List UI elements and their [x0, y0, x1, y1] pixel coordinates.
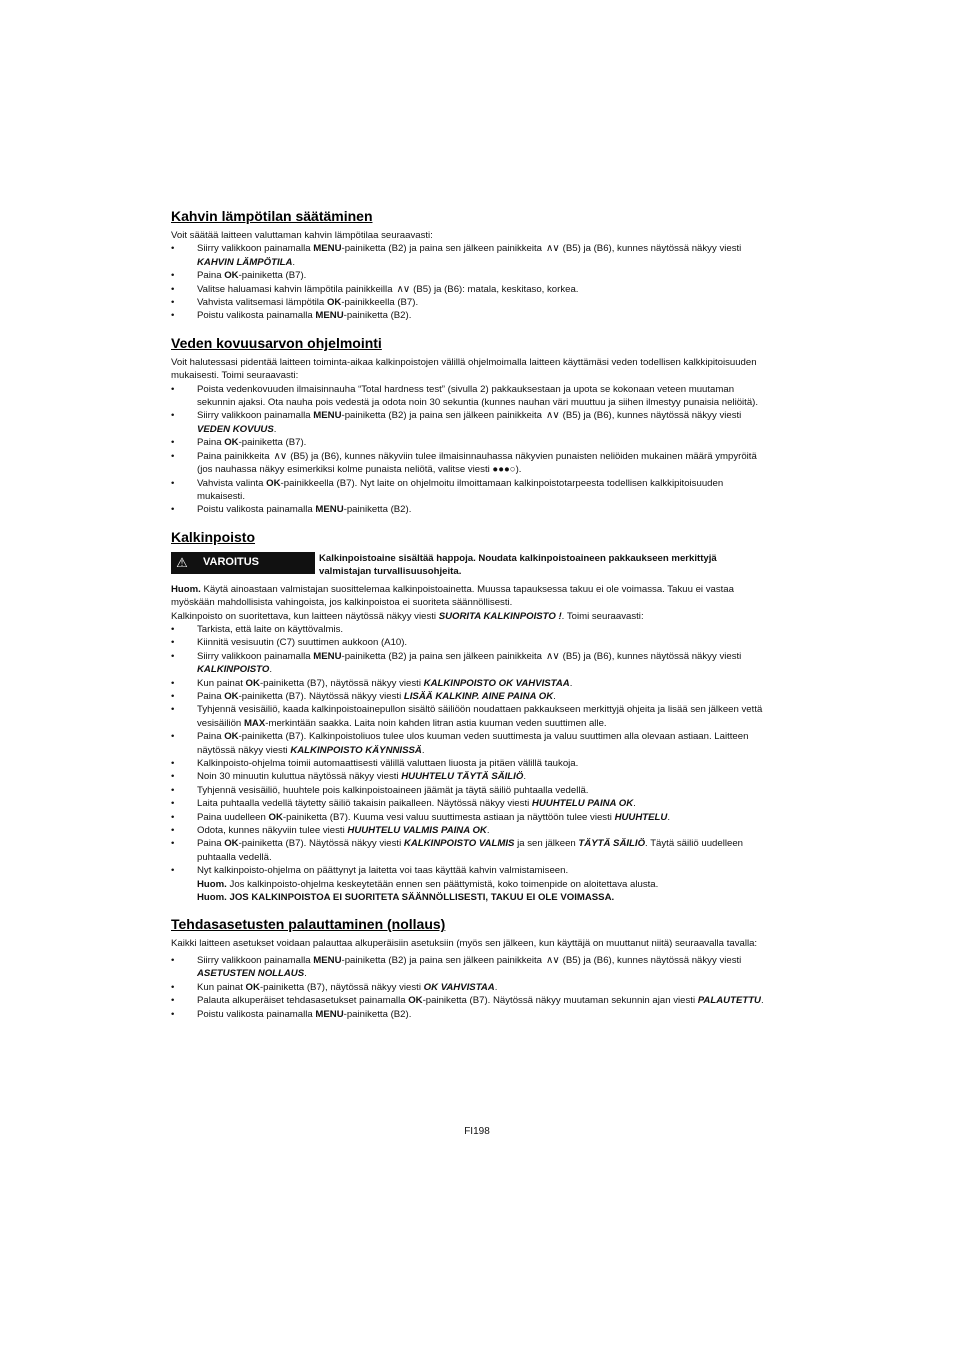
arrows-icon: ∧∨	[546, 954, 559, 966]
warning-badge	[171, 552, 315, 574]
list-item: • Vahvista valinta OK-painikkeella (B7). Nyt laite on ohjelmoitu ilmoittamaan kalkinpoistotarpeesta todellisen kalkkipitoisuuden mukaisesti.	[171, 477, 724, 502]
list-item: • Nyt kalkinpoisto-ohjelma on päättynyt ja laitetta voi taas käyttää kahvin valmistamiseen. Huom. Jos kalkinpoisto-ohjelma keskeytetään ennen sen päättymistä, koko toimenpide on aloitettava alusta. Huom. JOS KALKINPOISTOA EI SUORITETA SÄÄNNÖLLISESTI, TAKUU EI OLE VOIMASSA.	[171, 865, 659, 904]
list-item: • Poistu valikosta painamalla MENU-painiketta (B2).	[171, 310, 412, 322]
list-item: • Paina OK-painiketta (B7). Kalkinpoistoliuos tulee ulos kuuman veden suuttimesta ja valuu suuttimen alla olevaan astiaan. Laitteen näytössä näkyy viesti KALKINPOISTO KÄYNNISSÄ.	[171, 731, 749, 756]
list-item: • Tyhjennä vesisäiliö, huuhtele pois kalkinpoistoaineen jäämät ja täytä säiliö puhtaalla vedellä.	[171, 784, 589, 796]
arrows-icon: ∧∨	[546, 410, 559, 422]
bullet-list	[171, 623, 767, 905]
list-item: • Siirry valikkoon painamalla MENU-painiketta (B2) ja paina sen jälkeen painikkeita ∧∨ (B5) ja (B6), kunnes näytössä näkyy viesti VEDEN KOVUUS.	[171, 410, 742, 435]
paragraph: Voit halutessasi pidentää laitteen toiminta-aikaa kalkinpoistojen välillä ohjelmoimalla laitteen käyttämäsi veden todellisen kalkkipitoisuuden mukaisesti. Toimi seuraavasti:	[171, 356, 757, 382]
section-title-factory-reset: Tehdasasetusten palauttaminen (nollaus)	[171, 916, 446, 933]
list-item: • Paina OK-painiketta (B7). Näytössä näkyy viesti KALKINPOISTO VALMIS ja sen jälkeen TÄYTÄ SÄILIÖ. Täytä säiliö uudelleen puhtaalla vedellä.	[171, 838, 743, 863]
list-item: • Paina OK-painiketta (B7).	[171, 270, 307, 282]
paragraph: Kalkinpoisto on suoritettava, kun laitteen näytössä näkyy viesti SUORITA KALKINPOISTO !. Toimi seuraavasti:	[171, 610, 644, 622]
list-item: • Valitse haluamasi kahvin lämpötila painikkeilla ∧∨ (B5) ja (B6): matala, keskitaso, korkea.	[171, 283, 579, 295]
list-item: • Paina uudelleen OK-painiketta (B7). Kuuma vesi valuu suuttimesta astiaan ja näyttöön tulee viesti HUUHTELU.	[171, 811, 671, 823]
list-item: • Poista vedenkovuuden ilmaisinnauha “Total hardness test” (sivulla 2) pakkauksestaan ja upota se kokonaan veteen muutaman sekunnin ajaksi. Ota nauha pois vedestä ja odota noin 30 sekuntia (kunnes nauhan väri muuttuu ja siihen ilmestyy punaisia neliöitä).	[171, 383, 759, 409]
arrows-icon: ∧∨	[396, 283, 410, 295]
list-item: • Siirry valikkoon painamalla MENU-painiketta (B2) ja paina sen jälkeen painikkeita ∧∨ (B5) ja (B6), kunnes näytössä näkyy viesti ASETUSTEN NOLLAUS.	[171, 954, 742, 980]
list-item: • Paina OK-painiketta (B7). Näytössä näkyy viesti LISÄÄ KALKINP. AINE PAINA OK.	[171, 690, 556, 702]
bullet-list	[171, 954, 767, 1021]
list-item: • Kun painat OK-painiketta (B7), näytössä näkyy viesti OK VAHVISTAA.	[171, 981, 498, 993]
section-title-water-hardness: Veden kovuusarvon ohjelmointi	[171, 334, 382, 351]
section-title-coffee-temp: Kahvin lämpötilan säätäminen	[171, 208, 373, 224]
section-title-descaling: Kalkinpoisto	[171, 528, 256, 545]
warning-icon: ⚠	[176, 555, 188, 571]
paragraph: Voit säätää laitteen valuttaman kahvin lämpötilaa seuraavasti:	[171, 230, 433, 241]
list-item: • Tyhjennä vesisäiliö, kaada kalkinpoistoainepullon sisältö säiliöön noudattaen pakkaukseen merkittyjä ohjeita ja lisää sen jälkeen vettä vesisäiliön MAX-merkintään saakka. Laita noin kahden litran astia kuuman veden suuttimen alle.	[171, 704, 763, 729]
warning-text: Kalkinpoistoaine sisältää happoja. Noudata kalkinpoistoaineen pakkaukseen merkittyjä valmistajan turvallisuusohjeita.	[319, 552, 717, 577]
list-item: • Poistu valikosta painamalla MENU-painiketta (B2).	[171, 1008, 412, 1020]
list-item: • Paina painikkeita ∧∨ (B5) ja (B6), kunnes näkyviin tulee ilmaisinnauhassa näkyvien punaisten neliöiden mukainen määrä ympyröitä (jos nauhassa näkyy esimerkiksi kolme punaista neliötä, valitse viesti ●●●○).	[171, 450, 757, 476]
arrows-icon: ∧∨	[546, 650, 559, 662]
list-item: • Paina OK-painiketta (B7).	[171, 437, 307, 449]
document-page	[171, 208, 767, 1021]
page-number: FI198	[464, 1126, 490, 1137]
list-item: • Noin 30 minuutin kuluttua näytössä näkyy viesti HUUHTELU TÄYTÄ SÄILIÖ.	[171, 771, 526, 783]
list-item: • Tarkista, että laite on käyttövalmis.	[171, 623, 344, 635]
list-item: • Siirry valikkoon painamalla MENU-painiketta (B2) ja paina sen jälkeen painikkeita ∧∨ (B5) ja (B6), kunnes näytössä näkyy viesti KAHVIN LÄMPÖTILA.	[171, 243, 742, 268]
circles-icon: ●●●○	[492, 464, 516, 476]
list-item: • Kalkinpoisto-ohjelma toimii automaattisesti välillä valuttaen liuosta ja pitäen välillä taukoja.	[171, 758, 579, 769]
paragraph: Huom. Käytä ainoastaan valmistajan suosittelemaa kalkinpoistoainetta. Muussa tapauksessa takuu ei ole voimassa. Takuu ei vastaa myöskään mahdollisista vahingoista, jos kalkinpoistoa ei suoriteta säännöllisesti.	[171, 583, 734, 609]
warning-label: VAROITUS	[203, 556, 260, 569]
list-item: • Laita puhtaalla vedellä täytetty säiliö takaisin paikalleen. Näytössä näkyy viesti HUUHTELU PAINA OK.	[171, 798, 636, 810]
bullet-list	[171, 242, 767, 322]
list-item: • Vahvista valitsemasi lämpötila OK-painikkeella (B7).	[171, 297, 419, 309]
list-item: • Kun painat OK-painiketta (B7), näytössä näkyy viesti KALKINPOISTO OK VAHVISTAA.	[171, 677, 573, 689]
bullet-list	[171, 383, 767, 517]
arrows-icon: ∧∨	[546, 243, 559, 255]
list-item: • Siirry valikkoon painamalla MENU-painiketta (B2) ja paina sen jälkeen painikkeita ∧∨ (B5) ja (B6), kunnes näytössä näkyy viesti KALKINPOISTO.	[171, 650, 742, 676]
warning-block	[171, 552, 767, 578]
list-item: • Odota, kunnes näkyviin tulee viesti HUUHTELU VALMIS PAINA OK.	[171, 825, 490, 837]
arrows-icon: ∧∨	[273, 450, 287, 462]
list-item: • Palauta alkuperäiset tehdasasetukset painamalla OK-painiketta (B7). Näytössä näkyy muutaman sekunnin ajan viesti PALAUTETTU.	[171, 995, 764, 1007]
list-item: • Poistu valikosta painamalla MENU-painiketta (B2).	[171, 504, 412, 516]
list-item: • Kiinnitä vesisuutin (C7) suuttimen aukkoon (A10).	[171, 637, 408, 649]
paragraph: Kaikki laitteen asetukset voidaan palauttaa alkuperäisiin asetuksiin (myös sen jälkeen, kun käyttäjä on muuttanut niitä) seuraavalla tavalla:	[171, 938, 758, 950]
